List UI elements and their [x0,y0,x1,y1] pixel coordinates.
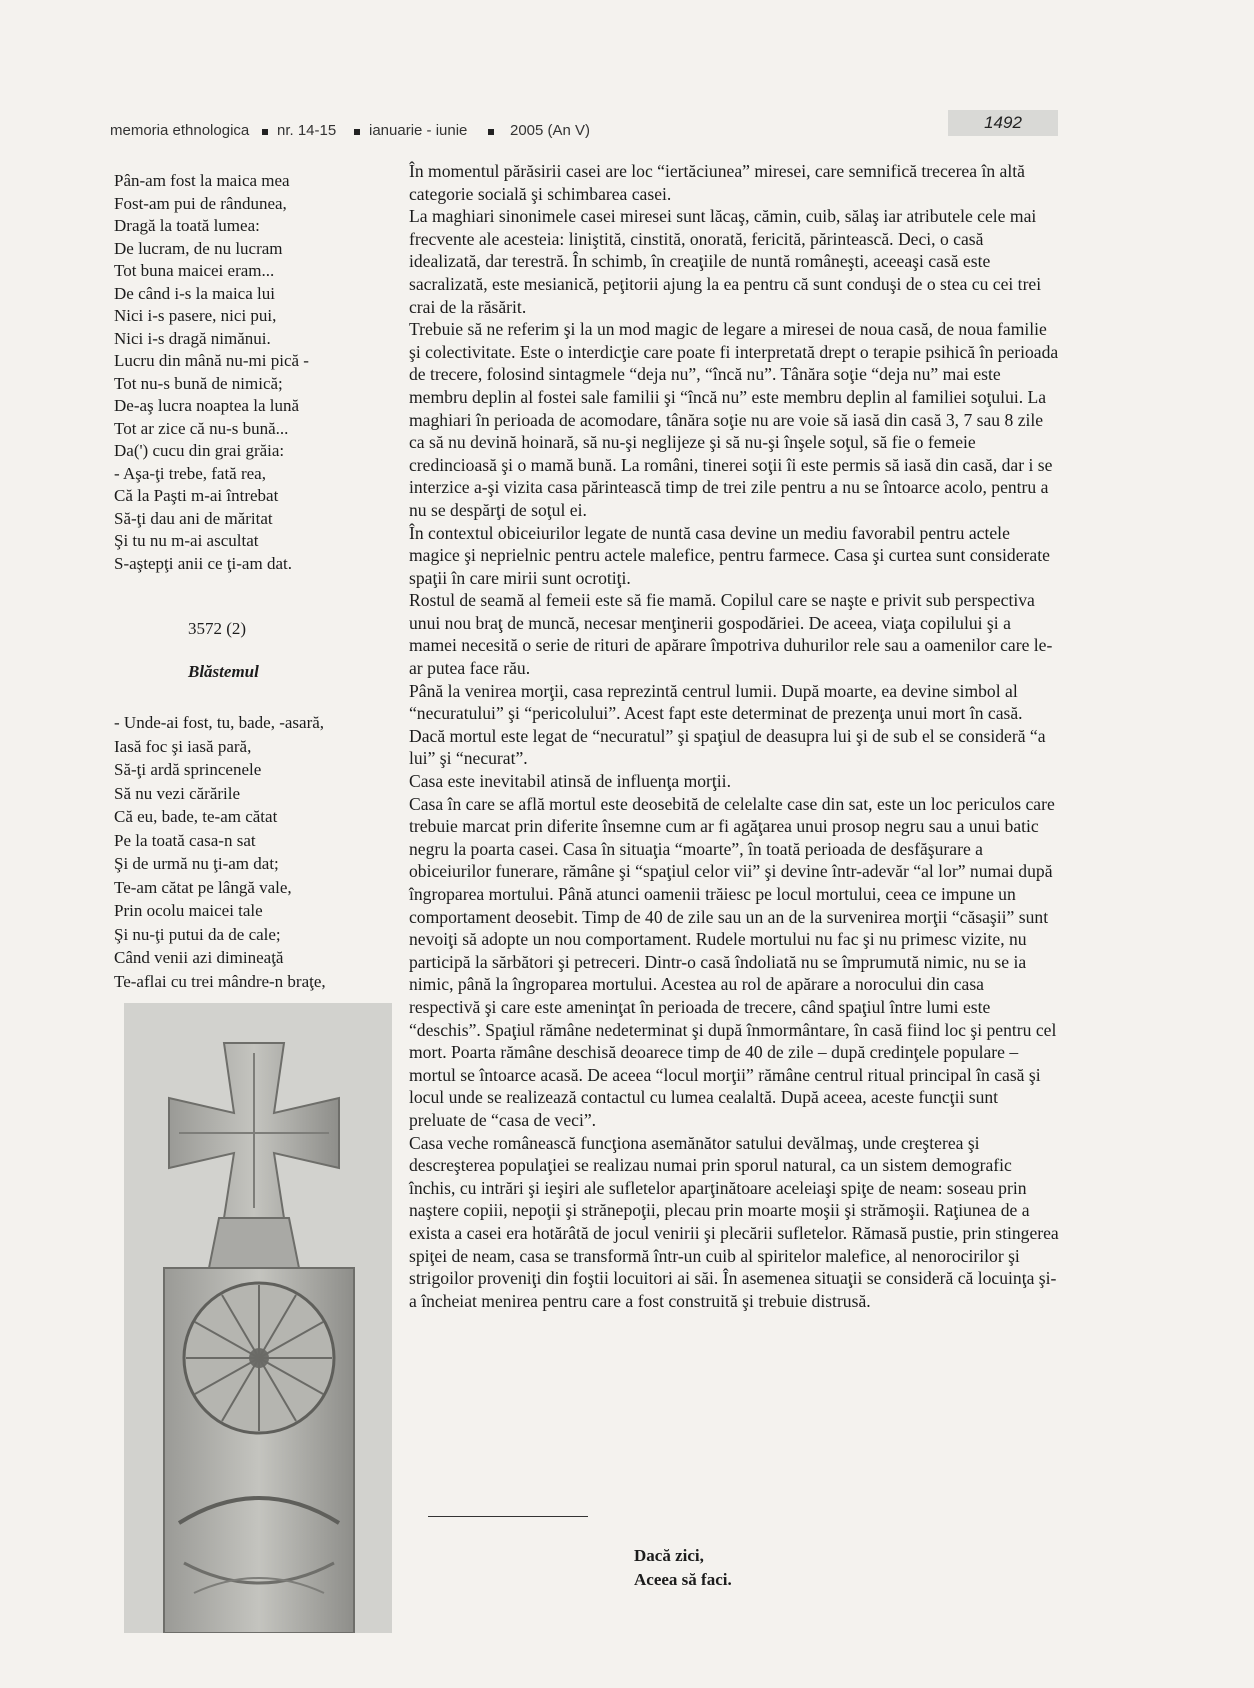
verse-line: Da(') cucu din grai grăia: [114,441,285,460]
poem-title: Blăstemul [188,662,259,681]
verse-line: Să-ţi ardă sprincenele [114,760,262,779]
issue-number: nr. 14-15 [277,122,337,139]
verse-line: Tot nu-s bună de nimică; [114,373,283,393]
paragraph: Dacă mortul este legat de “necuratul” şi spaţiul de deasupra lui şi de sub el se consideră “a lui” şi “necurat”. [409,725,1046,769]
proverb-line: Aceea să faci. [634,1570,732,1589]
verse-line: - Aşa-ţi trebe, fată rea, [114,463,266,483]
poem-2 [114,711,404,993]
verse-line: Şi tu nu m-ai ascultat [114,531,259,550]
issue-months: ianuarie - iunie [369,122,468,139]
verse-line: Şi nu-ţi putui da de cale; [114,924,281,944]
verse-line: Nici i-s dragă nimănui. [114,328,271,348]
verse-line: Te-aflai cu trei mândre-n braţe, [114,971,326,991]
verse-line: Să nu vezi cărările [114,783,241,803]
verse-line: Prin ocolu maicei tale [114,901,263,920]
verse-line: Fost-am pui de rândunea, [114,193,287,213]
verse-line: Dragă la toată lumea: [114,216,260,235]
carved-cross-illustration [124,1003,392,1633]
running-header [110,112,1070,152]
paragraph: Casa veche românească funcţiona asemănător satului devălmaş, unde creşterea şi descreşterea populaţiei se realizau numai prin sporul natural, ca un sistem demografic închis, cu intrări şi ieşiri ale sufletelor aparţinătoare aceleiaşi spiţe de neam: soseau prin naştere copiii, nepoţii şi strănepoţii, plecau prin moarte moşii şi strămoşii. Raţiunea de a exista a casei era hotărâtă de jocul venirii şi plecării sufletelor. Rămasă pustie, prin stingerea spiţei de neam, casa se transformă într-un cuib al spiritelor malefice, al nenorocirilor şi strigoilor proveniţi din foştii locuitori ai săi. În asemenea situaţii se consideră că locuinţa şi-a încheiat menirea pentru care a fost construită şi trebuie distrusă. [409,1132,1059,1311]
paragraph: Rostul de seamă al femeii este să fie mamă. Copilul care se naşte e privit sub perspectiva unui nou braţ de muncă, necesar menţinerii gospodăriei. De aceea, viaţa copilului şi a mamei necesită o serie de rituri de apărare împotriva duhurilor rele sau a oamenilor care le-ar putea face rău. [409,590,1053,679]
page-number: 1492 [948,110,1058,136]
verse-line: Iasă foc şi iasă pară, [114,736,252,756]
verse-line: Pân-am fost la maica mea [114,171,290,190]
verse-line: Nici i-s pasere, nici pui, [114,306,277,325]
paragraph: Casa în care se află mortul este deosebită de celelalte case din sat, este un loc periculos care trebuie marcat prin diferite însemne cum ar fi agăţarea unui prosop negru sau a unui batic negru la poarta casei. Casa în situaţia “moarte”, în toată perioada de desfăşurare a obiceiurilor funerare, rămâne şi “spaţiul celor vii” şi devine într-adevăr “al lor” numai după îngroparea mortului. Până atunci oamenii trăiesc pe locul mortului, ceea ce impune un comportament deosebit. Timp de 40 de zile sau un an de la survenirea morţii “căsaşii” sunt nevoiţi să adopte un nou comportament. Rudele mortului nu fac şi nu primesc vizite, nu participă la sărbători şi petreceri. Dintr-o casă îndoliată nu se împrumută nimic, nu se ia nimic, până la îngroparea mortului. Acestea au rol de apărare a norocului din casa respectivă şi care este ameninţat în perioada de trecere, când spaţiul între lumi este “deschis”. Spaţiul rămâne nedeterminat şi după înmormântare, în casă fiind loc şi pentru cel mort. Poarta rămâne deschisă deoarece timp de 40 de zile – după credinţele populare – mortul se întoarce acasă. De aceea “locul morţii” rămâne centrul ritual principal în casă şi locul unde se realizează contactul cu lumea cealaltă. După aceea, aceste funcţii sunt preluate de “casa de veci”. [409,793,1057,1130]
proverb [634,1544,732,1592]
verse-line: Că eu, bade, te-am cătat [114,807,278,826]
article-body [409,160,1059,1312]
verse-line: De lucram, de nu lucram [114,238,283,258]
verse-line: Şi de urmă nu ţi-am dat; [114,854,279,873]
verse-line: S-aştepţi anii ce ţi-am dat. [114,553,292,573]
paragraph: În contextul obiceiurilor legate de nuntă casa devine un mediu favorabil pentru actele magice şi neprielnic pentru actele malefice, pentru farmece. Casa şi curtea sunt considerate spaţii în care mirii sunt ocrotiţi. [409,522,1050,588]
poem-1 [114,170,394,575]
paragraph: În momentul părăsirii casei are loc “iertăciunea” miresei, care semnifică trecerea în altă categorie socială şi schimbarea casei. [409,161,1025,204]
verse-line: Că la Paşti m-ai întrebat [114,486,279,505]
carved-cross-photo [124,1003,392,1633]
verse-line: Când venii azi dimineaţă [114,948,284,967]
proverb-line: Dacă zici, [634,1546,704,1565]
verse-line: Te-am cătat pe lângă vale, [114,877,292,897]
verse-line: Să-ţi dau ani de măritat [114,508,273,528]
poem-number: 3572 (2) [188,619,247,638]
paragraph: Până la venirea morţii, casa reprezintă centrul lumii. După moarte, ea devine simbol al “necuratului” şi “pericolului”. Acest fapt este determinat de prezenţa unui mort în casă. [409,680,1023,724]
journal-title: memoria ethnologica [110,122,250,139]
divider [428,1516,588,1517]
verse-line: Tot buna maicei eram... [114,261,275,280]
paragraph: Trebuie să ne referim şi la un mod magic de legare a miresei de noua casă, de noua familie şi colectivitate. Este o interdicţie care poate fi interpretată drept o terapie psihică în perioada de trecere, folosind sintagmele “deja nu”, “încă nu”. Tânăra soţie “deja nu” mai este membru deplin al fostei sale familii şi “încă nu” este membru deplin al familiei soţului. La maghiari în perioada de acomodare, tânăra soţie nu are voie să iasă din casă 3, 7 sau 8 zile ca să nu devină hoinară, să nu-şi neglijeze şi să nu-şi înşele soţul, să fie o femeie credincioasă şi o mamă bună. La români, tinerei soţii îi este permis să iasă din casă, dar i se interzice a-şi vizita casa părintească timp de trei zile pentru a nu se întoarce acolo, pentru a nu se despărţi de soţul ei. [409,319,1059,520]
verse-line: Lucru din mână nu-mi pică - [114,351,309,370]
verse-line: - Unde-ai fost, tu, bade, -asară, [114,713,325,732]
paragraph: Casa este inevitabil atinsă de influenţa morţii. [409,771,731,792]
issue-year: 2005 (An V) [510,122,591,139]
verse-line: Tot ar zice că nu-s bună... [114,418,289,438]
separator-square-icon [354,129,360,135]
separator-square-icon [262,129,268,135]
paragraph: La maghiari sinonimele casei miresei sunt lăcaş, cămin, cuib, sălaş iar atributele cele mai frecvente ale acesteia: liniştită, cinstită, onorată, fericită, părintească. Deci, o casă idealizată, dar terestră. În schimb, în creaţiile de nuntă româneşti, aceeaşi casă este sacralizată, este mesianică, peţitorii ajung la ea pentru că sunt conduşi de o stea cu cei trei crai de la răsărit. [409,206,1042,317]
verse-line: Pe la toată casa-n sat [114,830,256,850]
separator-square-icon [488,129,494,135]
verse-line: De-aş lucra noaptea la lună [114,396,300,415]
verse-line: De când i-s la maica lui [114,283,275,303]
